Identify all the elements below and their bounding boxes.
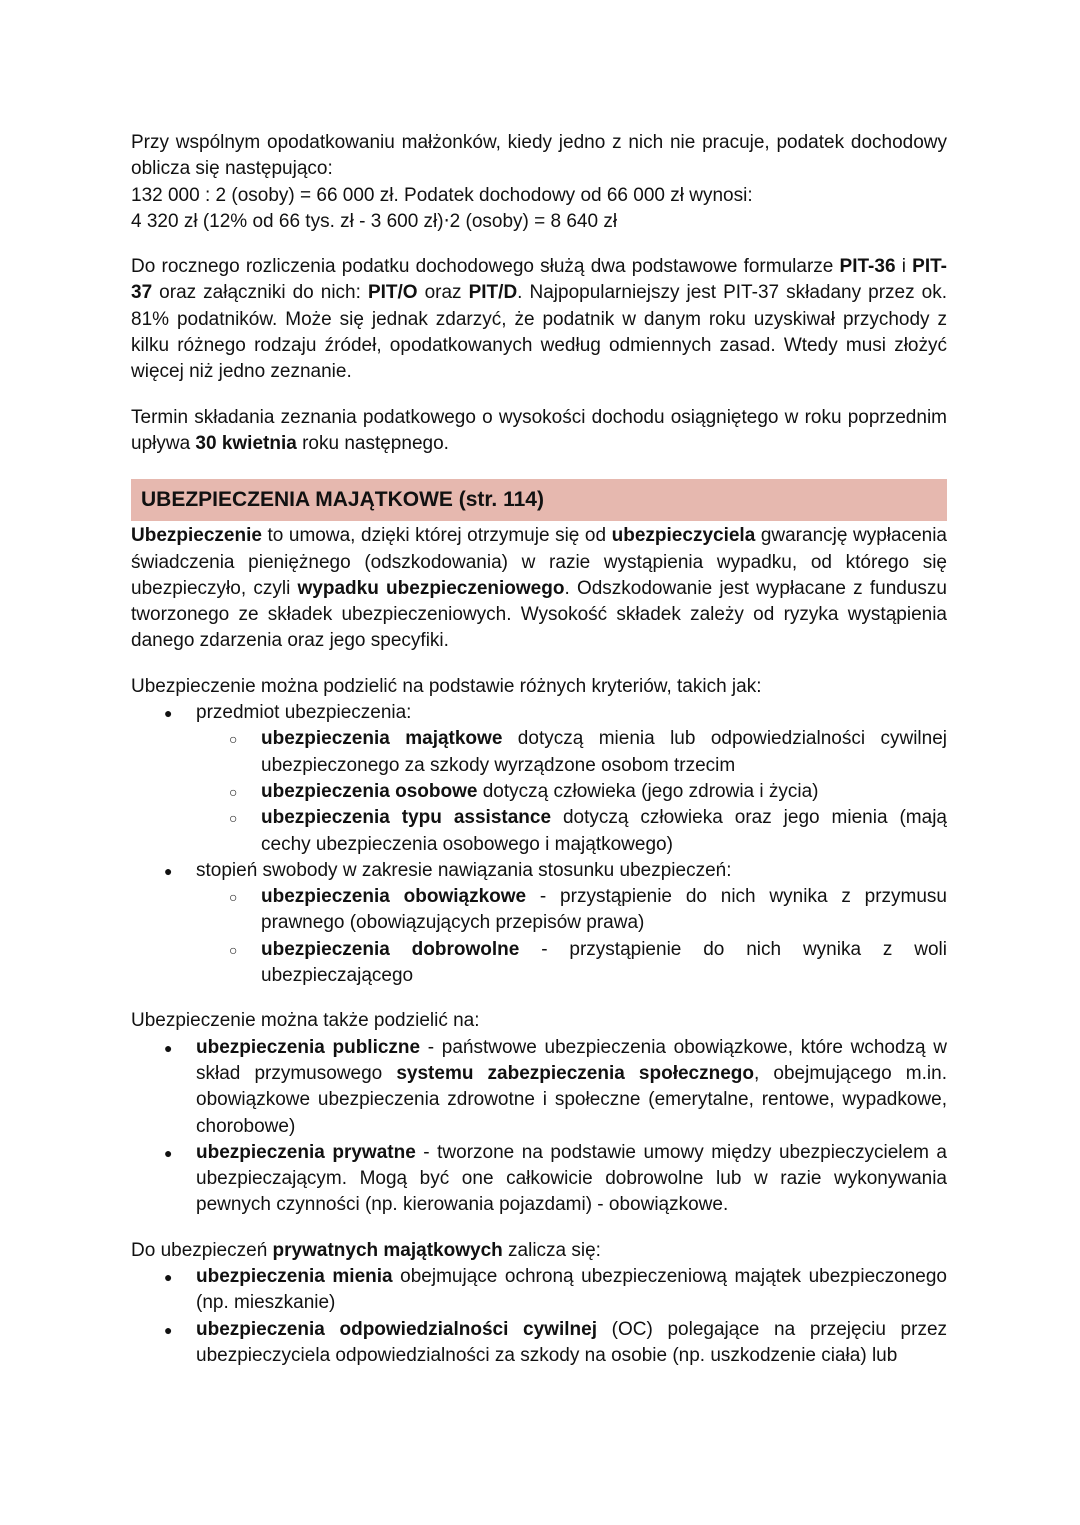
text: . Najpopularniejszy jest PIT-37 składany przez ok. 81% podatników. Może się jednak zdarzyć, że podatnik w danym roku uzyskiwał przychody z kilku różnego rodzaju źródeł, opodatkowanych według odmiennych zasad. Wtedy musi złożyć więcej niż jedno zeznanie. [131, 282, 947, 383]
list-item [196, 726, 947, 779]
list-item [196, 779, 947, 805]
private-list [131, 1264, 947, 1369]
spouse-tax-intro: Przy wspólnym opodatkowaniu małżonków, kiedy jedno z nich nie pracuje, podatek dochodowy oblicza się następująco: [131, 132, 947, 180]
text: dotyczą człowieka (jego zdrowia i życia) [477, 780, 819, 802]
deadline-date: 30 kwietnia [195, 432, 297, 454]
term: ubezpieczenia majątkowe [261, 728, 503, 750]
term: ubezpieczenia typu assistance [261, 807, 552, 829]
criteria-intro: Ubezpieczenie można podzielić na podstawie różnych kryteriów, takich jak: [131, 675, 762, 697]
list-item-label: stopień swobody w zakresie nawiązania stosunku ubezpieczeń: [196, 859, 732, 881]
list-item [131, 1035, 947, 1140]
text: roku następnego. [296, 432, 449, 454]
term: ubezpieczenia odpowiedzialności cywilnej [196, 1318, 597, 1340]
text: zalicza się: [502, 1239, 601, 1261]
pit-forms-paragraph [131, 254, 947, 385]
list-item [131, 1317, 947, 1370]
list-item [196, 884, 947, 937]
text: obejmujące ochroną ubezpieczeniową majątek ubezpieczonego (np. mieszkanie) [196, 1265, 947, 1314]
term: ubezpieczenia publiczne [196, 1036, 421, 1058]
term: prywatnych majątkowych [272, 1239, 503, 1261]
pit-36-term: PIT-36 [839, 256, 896, 278]
term: ubezpieczenia prywatne [196, 1141, 416, 1163]
text: oraz [417, 282, 469, 304]
text: to umowa, dzięki której otrzymuje się od [261, 525, 612, 547]
text: dotyczą człowieka oraz jego mienia (mają cechy ubezpieczenia osobowego i majątkowego) [261, 807, 947, 855]
spouse-tax-paragraph [131, 130, 947, 235]
text: gwarancję wypłacenia świadczenia pieniężnego (odszkodowania) w razie wystąpienia wypadku, od którego się ubezpieczyło, czyli [131, 525, 947, 599]
term-ubezpieczyciel: ubezpieczyciela [611, 525, 756, 547]
spouse-tax-calc-1: 132 000 : 2 (osoby) = 66 000 zł. Podatek dochodowy od 66 000 zł wynosi: [131, 184, 753, 206]
text: Termin składania zeznania podatkowego o wysokości dochodu osiągniętego w roku poprzednim upływa [131, 406, 947, 454]
text: - państwowe ubezpieczenia obowiązkowe, które wchodzą w skład przymusowego [196, 1036, 947, 1084]
deadline-paragraph [131, 405, 947, 458]
spouse-tax-calc-2: 4 320 zł (12% od 66 tys. zł - 3 600 zł)⋅2 (osoby) = 8 640 zł [131, 210, 618, 232]
insurance-definition-paragraph [131, 523, 947, 654]
text: Do rocznego rozliczenia podatku dochodowego służą dwa podstawowe formularze [131, 256, 840, 278]
sublist [196, 726, 947, 857]
text: oraz załączniki do nich: [152, 282, 368, 304]
pit-o-term: PIT/O [367, 282, 418, 304]
text: dotyczą mienia lub odpowiedzialności cywilnej ubezpieczonego za szkody wyrządzone osobom trzecim [261, 728, 947, 776]
term: ubezpieczenia obowiązkowe [261, 886, 527, 908]
text: i [895, 256, 913, 278]
term-wypadek: wypadku ubezpieczeniowego [297, 577, 565, 599]
list-item [131, 700, 947, 858]
text: . Odszkodowanie jest wypłacane z funduszu tworzonego ze składek ubezpieczeniowych. Wysokość składek zależy od ryzyka wystąpienia danego zdarzenia oraz jego specyfiki. [131, 577, 947, 652]
division-intro: Ubezpieczenie można także podzielić na: [131, 1010, 480, 1032]
private-intro [131, 1238, 947, 1264]
text: - przystąpienie do nich wynika z przymusu prawnego (obowiązujących przepisów prawa) [261, 886, 947, 934]
criteria-list [131, 700, 947, 989]
text: - tworzone na podstawie umowy między ubezpieczycielem a ubezpieczającym. Mogą być one całkowicie dobrowolne lub w razie wykonywania pewnych czynności (np. kierowania pojazdami) - obowiązkowe. [196, 1141, 947, 1216]
list-item-label: przedmiot ubezpieczenia: [196, 702, 412, 724]
pit-37-term: PIT-37 [131, 256, 947, 304]
text: (OC) polegające na przejęciu przez ubezpieczyciela odpowiedzialności za szkody na osobie (np. uszkodzenie ciała) lub [196, 1318, 948, 1366]
list-item [196, 805, 947, 858]
text: , obejmującego m.in. obowiązkowe ubezpieczenia zdrowotne i społeczne (emerytalne, rentowe, wypadkowe, chorobowe) [196, 1062, 947, 1137]
text: - przystąpienie do nich wynika z woli ubezpieczającego [261, 938, 947, 987]
text: Do ubezpieczeń [131, 1239, 273, 1261]
pit-d-term: PIT/D [468, 282, 518, 304]
term: ubezpieczenia dobrowolne [261, 938, 520, 960]
list-item [131, 1140, 947, 1219]
term-ubezpieczenie: Ubezpieczenie [131, 525, 262, 547]
document-content [131, 130, 947, 1369]
sublist [196, 884, 947, 989]
section-heading: UBEZPIECZENIA MAJĄTKOWE (str. 114) [131, 479, 947, 521]
division-list [131, 1035, 947, 1219]
list-item [196, 937, 947, 990]
list-item [131, 858, 947, 989]
list-item [131, 1264, 947, 1317]
term: ubezpieczenia mienia [196, 1265, 393, 1287]
term: systemu zabezpieczenia społecznego [396, 1062, 755, 1084]
term: ubezpieczenia osobowe [261, 780, 478, 802]
